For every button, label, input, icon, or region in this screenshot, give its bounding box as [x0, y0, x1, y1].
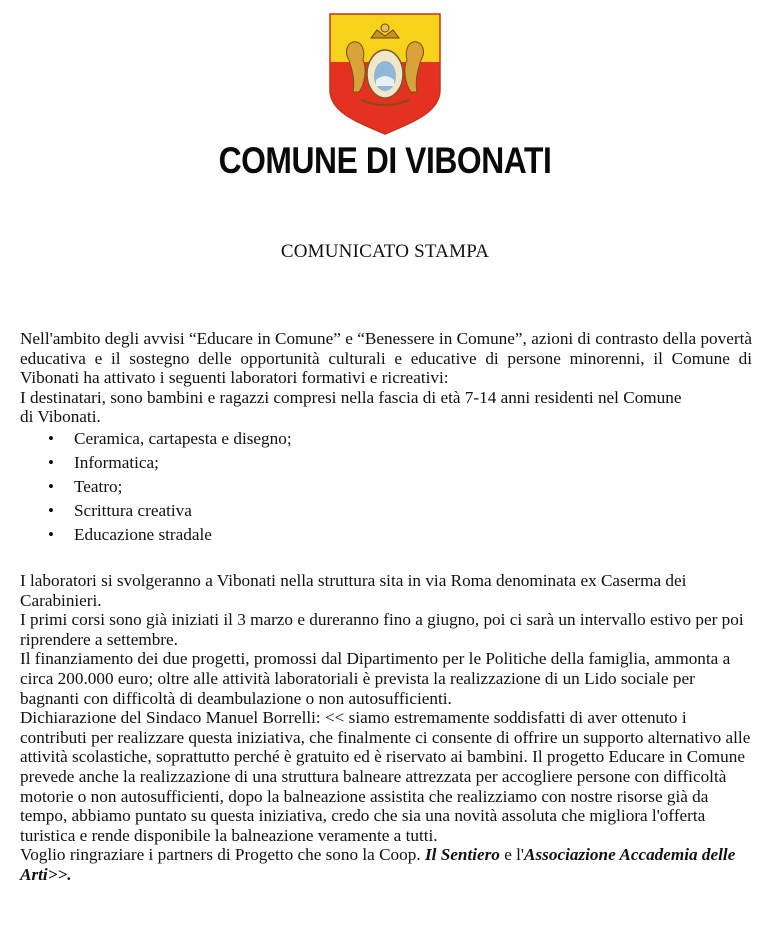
mayor-statement: Dichiarazione del Sindaco Manuel Borrelli: << siamo estremamente soddisfatti di aver ottenuto i contributi per realizzare questa iniziativa, che finalmente ci consente di offrire un supporto alternativo alle attività scolastiche, soprattutto perché è gratuito ed è riservato ai bambini. Il progetto Educare in Comune prevede anche la realizzazione di una struttura balneare attrezzata per accogliere persone con difficoltà motorie o non autosufficienti, dopo la balneazione assistita che realizziamo con nostre risorse già da tempo, abbiamo puntato su questa iniziativa, credo che sia una novità assoluta che migliora l'offerta turistica e rende disponibile la balneazione veramente a tutti. — [20, 708, 751, 845]
list-item: • Scrittura creativa — [48, 499, 752, 523]
list-item: • Informatica; — [48, 451, 752, 475]
funding-paragraph: Il finanziamento dei due progetti, promossi dal Dipartimento per le Politiche della famiglia, ammonta a circa 200.000 euro; oltre alle attività laboratoriali è prevista la realizzazione di un Lido sociale per bagnanti con difficoltà di deambulazione o non autosufficienti. — [20, 649, 731, 708]
thanks-paragraph — [20, 845, 752, 884]
thanks-connector: e l' — [499, 845, 525, 865]
press-release-heading: COMUNICATO STAMPA — [280, 241, 490, 262]
schedule-paragraph: I primi corsi sono già iniziati il 3 marzo e dureranno fino a giugno, poi ci sarà un intervallo estivo per poi riprendere a settembre. — [20, 610, 744, 649]
workshop-list — [20, 427, 752, 547]
partner-name: Associazione Accademia delle Arti>>. — [20, 845, 736, 884]
partner-name: Il Sentiero — [424, 845, 500, 865]
list-item: • Teatro; — [48, 475, 752, 499]
coat-of-arms-icon — [327, 12, 443, 136]
page-title: COMUNE DI VIBONATI — [218, 140, 552, 181]
list-item: • Ceramica, cartapesta e disegno; — [48, 427, 752, 451]
location-paragraph: I laboratori si svolgeranno a Vibonati nella struttura sita in via Roma denominata ex Caserma dei Carabinieri. — [20, 570, 687, 610]
spacer — [20, 547, 752, 571]
press-release-body — [20, 329, 752, 884]
recipients-line-2: di Vibonati. — [20, 407, 101, 427]
thanks-text: Voglio ringraziare i partners di Progetto che sono la Coop. — [20, 845, 425, 865]
intro-paragraph: Nell'ambito degli avvisi “Educare in Comune” e “Benessere in Comune”, azioni di contrasto della povertà educativa e il sostegno delle opportunità culturali e educative di persone minorenni, il Comune di Vibonati ha attivato i seguenti laboratori formativi e ricreativi: — [20, 329, 752, 388]
recipients-line-1: I destinatari, sono bambini e ragazzi compresi nella fascia di età 7-14 anni residenti nel Comune — [20, 387, 682, 407]
list-item: • Educazione stradale — [48, 523, 752, 547]
